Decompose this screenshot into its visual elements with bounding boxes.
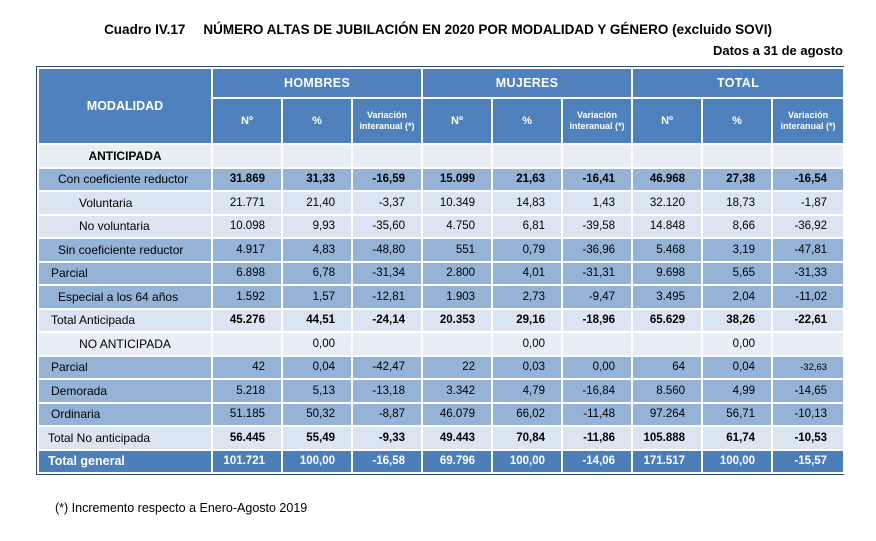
group-header-hombres: HOMBRES: [212, 68, 422, 98]
cell: [422, 144, 492, 168]
cell: -9,33: [352, 426, 422, 450]
cell: [352, 144, 422, 168]
cell: 32.120: [632, 191, 702, 215]
table-row: [38, 309, 844, 333]
row-label: Ordinaria: [38, 403, 212, 427]
column-header-n-mujeres: Nº: [422, 98, 492, 144]
cell: 0,04: [282, 356, 352, 380]
cell: 69.796: [422, 450, 492, 474]
var-header-text: Variación interanual (*): [569, 109, 625, 131]
cell: 51.185: [212, 403, 282, 427]
group-header-row: [38, 68, 844, 98]
cell: -32,63: [772, 356, 844, 380]
cell: -31,33: [772, 262, 844, 286]
cell: -12,81: [352, 285, 422, 309]
cell: 10.349: [422, 191, 492, 215]
cell: 22: [422, 356, 492, 380]
cell: 66,02: [492, 403, 562, 427]
row-label: No voluntaria: [38, 215, 212, 239]
cell: 2,04: [702, 285, 772, 309]
cell: -10,13: [772, 403, 844, 427]
cell: -11,86: [562, 426, 632, 450]
cell: -47,81: [772, 238, 844, 262]
cell: 100,00: [702, 450, 772, 474]
row-label: Total No anticipada: [38, 426, 212, 450]
cell: 105.888: [632, 426, 702, 450]
cell: 100,00: [282, 450, 352, 474]
cell: 6,81: [492, 215, 562, 239]
cell: 3,19: [702, 238, 772, 262]
cell: 31.869: [212, 168, 282, 192]
group-header-mujeres: MUJERES: [422, 68, 632, 98]
cell: 14.848: [632, 215, 702, 239]
table-row: [38, 403, 844, 427]
cell: 5,13: [282, 379, 352, 403]
column-header-var-mujeres: [562, 98, 632, 144]
cell: 4.917: [212, 238, 282, 262]
cell: -8,87: [352, 403, 422, 427]
row-label: Total general: [38, 450, 212, 474]
cell: 6,78: [282, 262, 352, 286]
cell: 5.468: [632, 238, 702, 262]
cell: [422, 332, 492, 356]
cell: 56.445: [212, 426, 282, 450]
cell: 5,65: [702, 262, 772, 286]
table-number-label: Cuadro IV.17: [104, 22, 186, 37]
cell: [772, 332, 844, 356]
column-header-pct-total: %: [702, 98, 772, 144]
row-label: Demorada: [38, 379, 212, 403]
cell: [492, 144, 562, 168]
cell: 101.721: [212, 450, 282, 474]
table-row: [38, 356, 844, 380]
cell: 9.698: [632, 262, 702, 286]
row-label: Con coeficiente reductor: [38, 168, 212, 192]
cell: -10,53: [772, 426, 844, 450]
cell: -36,92: [772, 215, 844, 239]
cell: [352, 332, 422, 356]
cell: 6.898: [212, 262, 282, 286]
cell: 31,33: [282, 168, 352, 192]
cell: 1,57: [282, 285, 352, 309]
cell: -31,31: [562, 262, 632, 286]
cell: 2.800: [422, 262, 492, 286]
cell: 0,79: [492, 238, 562, 262]
table-row: [38, 379, 844, 403]
cell: -42,47: [352, 356, 422, 380]
cell: 64: [632, 356, 702, 380]
cell: 100,00: [492, 450, 562, 474]
cell: -36,96: [562, 238, 632, 262]
cell: -24,14: [352, 309, 422, 333]
cell: 0,00: [282, 332, 352, 356]
cell: 3.342: [422, 379, 492, 403]
row-label: Voluntaria: [38, 191, 212, 215]
row-label: Parcial: [38, 356, 212, 380]
cell: -14,06: [562, 450, 632, 474]
cell: 56,71: [702, 403, 772, 427]
cell: -13,18: [352, 379, 422, 403]
cell: [562, 332, 632, 356]
cell: 20.353: [422, 309, 492, 333]
cell: 5.218: [212, 379, 282, 403]
page-title: [0, 0, 876, 37]
table-row: [38, 191, 844, 215]
table-row: [38, 285, 844, 309]
cell: 70,84: [492, 426, 562, 450]
cell: -11,02: [772, 285, 844, 309]
cell: -35,60: [352, 215, 422, 239]
cell: 4,79: [492, 379, 562, 403]
var-header-text: Variación interanual (*): [780, 109, 836, 131]
cell: 171.517: [632, 450, 702, 474]
cell: 49.443: [422, 426, 492, 450]
cell: 4,01: [492, 262, 562, 286]
cell: 4,99: [702, 379, 772, 403]
table-row: [38, 238, 844, 262]
subtitle: Datos a 31 de agosto: [712, 43, 843, 58]
row-label: Total Anticipada: [38, 309, 212, 333]
cell: 0,04: [702, 356, 772, 380]
cell: [632, 332, 702, 356]
cell: 97.264: [632, 403, 702, 427]
table-row: [38, 262, 844, 286]
cell: 65.629: [632, 309, 702, 333]
row-label: NO ANTICIPADA: [38, 332, 212, 356]
cell: -18,96: [562, 309, 632, 333]
column-header-n-total: Nº: [632, 98, 702, 144]
cell: 2,73: [492, 285, 562, 309]
cell: 1,43: [562, 191, 632, 215]
cell: -14,65: [772, 379, 844, 403]
column-header-pct-hombres: %: [282, 98, 352, 144]
cell: 29,16: [492, 309, 562, 333]
column-header-n-hombres: Nº: [212, 98, 282, 144]
cell: -39,58: [562, 215, 632, 239]
table-title-text: NÚMERO ALTAS DE JUBILACIÓN EN 2020 POR MODALIDAD Y GÉNERO (excluido SOVI): [203, 22, 772, 37]
column-header-var-total: [772, 98, 844, 144]
cell: -16,59: [352, 168, 422, 192]
cell: -11,48: [562, 403, 632, 427]
cell: 15.099: [422, 168, 492, 192]
cell: 0,00: [562, 356, 632, 380]
cell: 38,26: [702, 309, 772, 333]
cell: 551: [422, 238, 492, 262]
cell: 8,66: [702, 215, 772, 239]
cell: 21,40: [282, 191, 352, 215]
cell: 55,49: [282, 426, 352, 450]
cell: [282, 144, 352, 168]
cell: 8.560: [632, 379, 702, 403]
data-table: [37, 67, 845, 474]
cell: 1.592: [212, 285, 282, 309]
table-row: [38, 144, 844, 168]
row-label: Sin coeficiente reductor: [38, 238, 212, 262]
cell: 0,00: [492, 332, 562, 356]
cell: -15,57: [772, 450, 844, 474]
var-header-text: Variación interanual (*): [359, 109, 415, 131]
table-body: [38, 144, 844, 473]
cell: [212, 332, 282, 356]
cell: -16,54: [772, 168, 844, 192]
cell: 61,74: [702, 426, 772, 450]
column-header-pct-mujeres: %: [492, 98, 562, 144]
cell: 0,03: [492, 356, 562, 380]
table-row: [38, 168, 844, 192]
column-header-var-hombres: [352, 98, 422, 144]
cell: -3,37: [352, 191, 422, 215]
column-header-modalidad: MODALIDAD: [38, 68, 212, 144]
cell: [632, 144, 702, 168]
cell: -1,87: [772, 191, 844, 215]
cell: 46.079: [422, 403, 492, 427]
cell: 10.098: [212, 215, 282, 239]
table-row: [38, 426, 844, 450]
cell: 46.968: [632, 168, 702, 192]
cell: 4.750: [422, 215, 492, 239]
cell: [212, 144, 282, 168]
cell: 4,83: [282, 238, 352, 262]
cell: -16,41: [562, 168, 632, 192]
cell: 1.903: [422, 285, 492, 309]
cell: 0,00: [702, 332, 772, 356]
cell: 21,63: [492, 168, 562, 192]
cell: 21.771: [212, 191, 282, 215]
group-header-total: TOTAL: [632, 68, 844, 98]
table-row: [38, 215, 844, 239]
cell: 27,38: [702, 168, 772, 192]
cell: -16,84: [562, 379, 632, 403]
data-table-wrapper: [36, 66, 844, 475]
cell: [772, 144, 844, 168]
table-header: [38, 68, 844, 144]
cell: [562, 144, 632, 168]
cell: -9,47: [562, 285, 632, 309]
footnote: (*) Incremento respecto a Enero-Agosto 2019: [55, 501, 308, 515]
cell: 9,93: [282, 215, 352, 239]
cell: 18,73: [702, 191, 772, 215]
cell: 42: [212, 356, 282, 380]
table-row: [38, 332, 844, 356]
cell: -16,58: [352, 450, 422, 474]
cell: -22,61: [772, 309, 844, 333]
row-label: Parcial: [38, 262, 212, 286]
cell: 3.495: [632, 285, 702, 309]
cell: -31,34: [352, 262, 422, 286]
row-label: Especial a los 64 años: [38, 285, 212, 309]
cell: 14,83: [492, 191, 562, 215]
cell: -48,80: [352, 238, 422, 262]
cell: 44,51: [282, 309, 352, 333]
row-label: ANTICIPADA: [38, 144, 212, 168]
cell: [702, 144, 772, 168]
cell: 50,32: [282, 403, 352, 427]
table-row: [38, 450, 844, 474]
cell: 45.276: [212, 309, 282, 333]
